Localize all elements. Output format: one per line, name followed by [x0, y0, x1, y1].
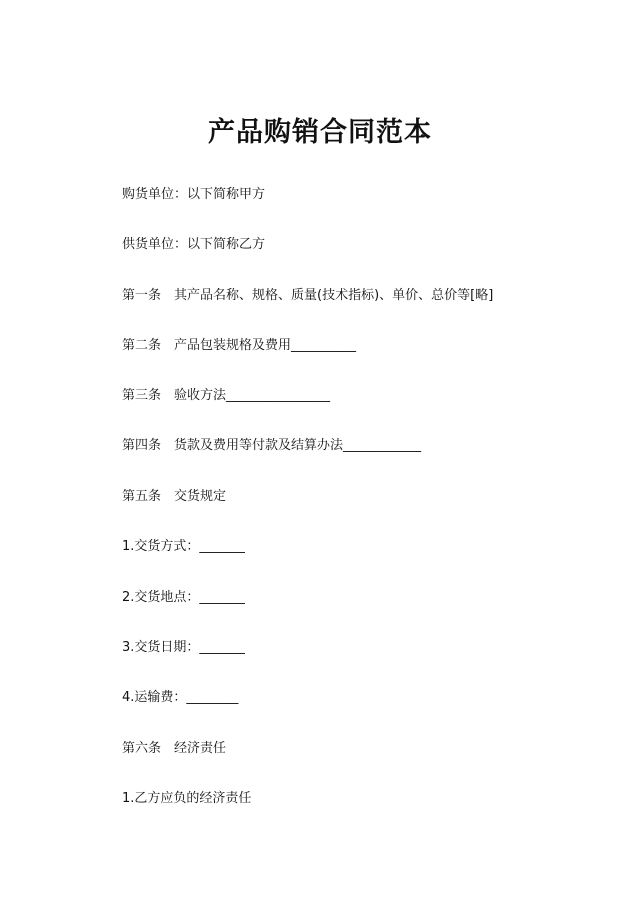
delivery-date: 3.交货日期：_______: [122, 640, 245, 655]
supplier-liability: 1.乙方应负的经济责任: [122, 791, 252, 806]
article-3: 第三条 验收方法________________: [122, 388, 331, 403]
article-4: 第四条 货款及费用等付款及结算办法____________: [122, 438, 422, 453]
article-1: 第一条 其产品名称、规格、质量(技术指标)、单价、总价等[略]: [122, 288, 494, 303]
article-5: 第五条 交货规定: [122, 489, 227, 504]
buyer-line: 购货单位：以下简称甲方: [122, 187, 266, 202]
article-6: 第六条 经济责任: [122, 741, 227, 756]
document-title: 产品购销合同范本: [208, 117, 432, 148]
delivery-method: 1.交货方式：_______: [122, 539, 245, 554]
supplier-line: 供货单位：以下简称乙方: [122, 237, 266, 252]
delivery-location: 2.交货地点：_______: [122, 590, 245, 605]
shipping-fee: 4.运输费：________: [122, 690, 239, 705]
article-2: 第二条 产品包装规格及费用__________: [122, 338, 357, 353]
